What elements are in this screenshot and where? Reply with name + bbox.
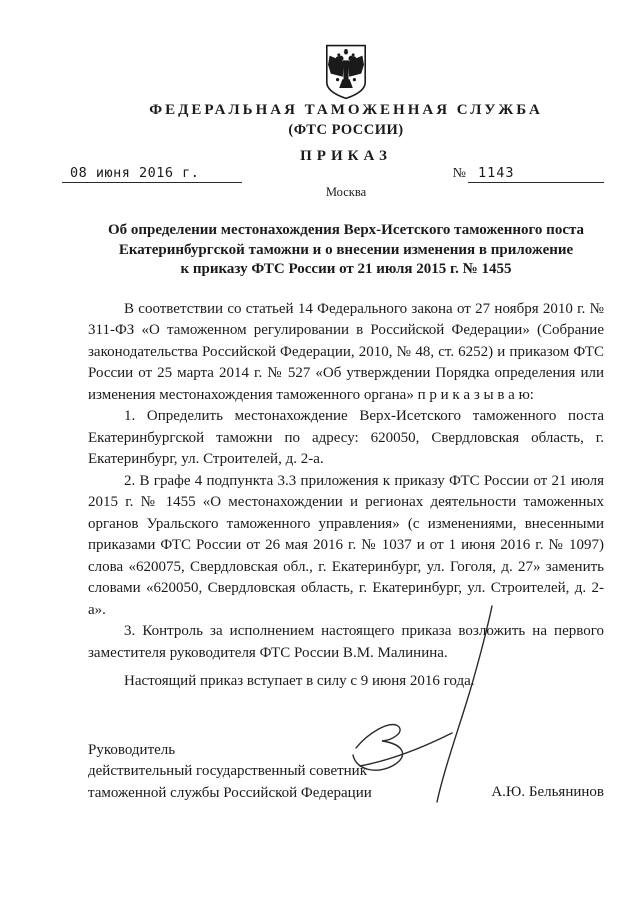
signatory-name: А.Ю. Бельянинов — [491, 783, 604, 800]
signature-block — [88, 740, 604, 805]
signatory-position-line: Руководитель — [88, 741, 176, 758]
agency-name: ФЕДЕРАЛЬНАЯ ТАМОЖЕННАЯ СЛУЖБА — [149, 102, 543, 118]
order-title-line: Екатеринбургской таможни и о внесении изменения в приложение — [118, 241, 574, 258]
effective-date-line: Настоящий приказ вступает в силу с 9 июня 2016 года. — [124, 673, 475, 689]
meta-row — [62, 163, 604, 183]
order-title-line: к приказу ФТС России от 21 июля 2015 г. № 1455 — [180, 261, 512, 277]
paragraph-item-2: 2. В графе 4 подпункта 3.3 приложения к приказу ФТС России от 21 июля 2015 г. № 1455 «О местонахождении и регионах деятельности таможенных органов Уральского таможенного управления» (с изменениями, внесенными приказами ФТС России от 26 мая 2016 г. № 1037 и от 1 июня 2016 г. № 1097) слова «620075, Свердловская обл., г. Екатеринбург, ул. Гоголя, д. 27» заменить словами «620050, Свердловская область, г. Екатеринбург, ул. Строителей, д. 2-а». — [88, 472, 604, 618]
signatory-position-line: действительный государственный советник — [88, 763, 368, 779]
order-body — [88, 299, 604, 693]
order-date: 08 июня 2016 г. — [62, 165, 242, 183]
russian-coat-of-arms-icon — [322, 44, 370, 100]
document-type: ПРИКАЗ — [300, 148, 392, 164]
paragraph-preamble: В соответствии со статьей 14 Федерального закона от 27 ноября 2010 г. № 311-ФЗ «О таможенном регулировании в Российской Федерации» (Собрание законодательства Российской Федерации, 2010, № 48, ст. 6252) и приказом ФТС России от 25 марта 2014 г. № 527 «Об утверждении Порядка определения или изменения местонахождения таможенного органа» п р и к а з ы в а ю: — [88, 300, 604, 403]
order-title — [88, 221, 604, 280]
paragraph-item-1: 1. Определить местонахождение Верх-Исетского таможенного поста Екатеринбургской таможни по адресу: 620050, Свердловская область, г. Екатеринбург, ул. Строителей, д. 2-а. — [88, 408, 604, 467]
order-number: 1143 — [468, 165, 604, 183]
city-label: Москва — [325, 185, 367, 199]
signatory-position — [88, 740, 372, 805]
signatory-position-line: таможенной службы Российской Федерации — [88, 784, 372, 801]
agency-short-name: (ФТС РОССИИ) — [288, 122, 404, 138]
order-number-group — [453, 165, 604, 183]
number-sign: № — [452, 166, 466, 181]
paragraph-item-3: 3. Контроль за исполнением настоящего приказа возложить на первого заместителя руководителя ФТС России В.М. Малинина. — [88, 623, 604, 661]
order-title-line: Об определении местонахождения Верх-Исетского таможенного поста — [107, 222, 585, 238]
